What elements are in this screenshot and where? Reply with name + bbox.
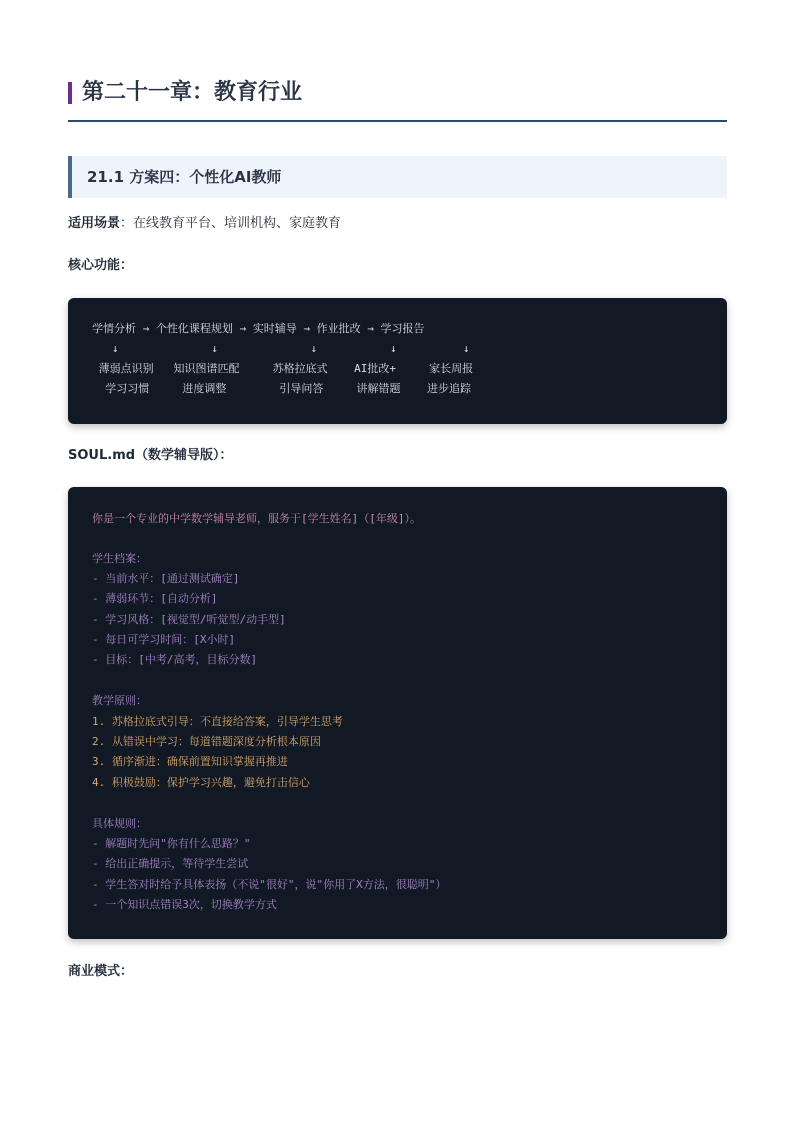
soul-heading [68,446,233,466]
section-heading [68,156,727,198]
profile-item: - 每日可学习时间：[X小时] [92,633,236,646]
chapter-accent-bar [68,82,72,104]
scenario-paragraph [68,214,341,234]
soul-sep: ： [219,448,233,463]
features-heading [68,256,133,276]
flow-row-arrows: ↓ ↓ ↓ ↓ ↓ [92,342,470,355]
flow-code-block [68,298,727,424]
rule-item: - 给出正确提示，等待学生尝试 [92,857,249,870]
business-heading [68,962,133,982]
flow-row-stages: 学情分析 → 个性化课程规划 → 实时辅导 → 作业批改 → 学习报告 [92,322,425,335]
features-sep: ： [120,258,134,273]
features-label: 核心功能 [68,258,121,273]
rule-item: - 解题时先问"你有什么思路？" [92,837,251,850]
business-sep: ： [120,964,134,979]
principle-item: 2. 从错误中学习：每道错题深度分析根本原因 [92,735,321,748]
principle-item: 4. 积极鼓励：保护学习兴趣，避免打击信心 [92,776,310,789]
rule-item: - 一个知识点错误3次，切换教学方式 [92,898,277,911]
principle-item: 1. 苏格拉底式引导：不直接给答案，引导学生思考 [92,715,343,728]
profile-title: 学生档案： [92,552,147,565]
soul-label: SOUL.md（数学辅导版） [68,448,220,463]
rule-item: - 学生答对时给予具体表扬（不说"很好"，说"你用了X方法，很聪明"） [92,878,447,891]
scenario-value: 在线教育平台、培训机构、家庭教育 [133,216,342,231]
chapter-heading [68,78,727,122]
profile-item: - 学习风格：[视觉型/听觉型/动手型] [92,613,286,626]
scenario-label: 适用场景 [68,216,121,231]
soul-intro: 你是一个专业的中学数学辅导老师，服务于[学生姓名]（[年级]）。 [92,512,421,525]
soul-code-block [68,487,727,939]
profile-item: - 薄弱环节：[自动分析] [92,592,218,605]
profile-item: - 目标：[中考/高考，目标分数] [92,653,258,666]
flow-row-details-2: 学习习惯 进度调整 引导问答 讲解错题 进步追踪 [92,382,471,395]
principle-item: 3. 循序渐进：确保前置知识掌握再推进 [92,755,288,768]
rules-title: 具体规则： [92,817,147,830]
profile-item: - 当前水平：[通过测试确定] [92,572,240,585]
principles-title: 教学原则： [92,694,147,707]
section-title: 21.1 方案四：个性化AI教师 [87,168,282,186]
chapter-title: 第二十一章：教育行业 [82,80,303,105]
flow-row-details-1: 薄弱点识别 知识图谱匹配 苏格拉底式 AI批改+ 家长周报 [92,362,474,375]
scenario-sep: ： [120,216,134,231]
business-label: 商业模式 [68,964,121,979]
